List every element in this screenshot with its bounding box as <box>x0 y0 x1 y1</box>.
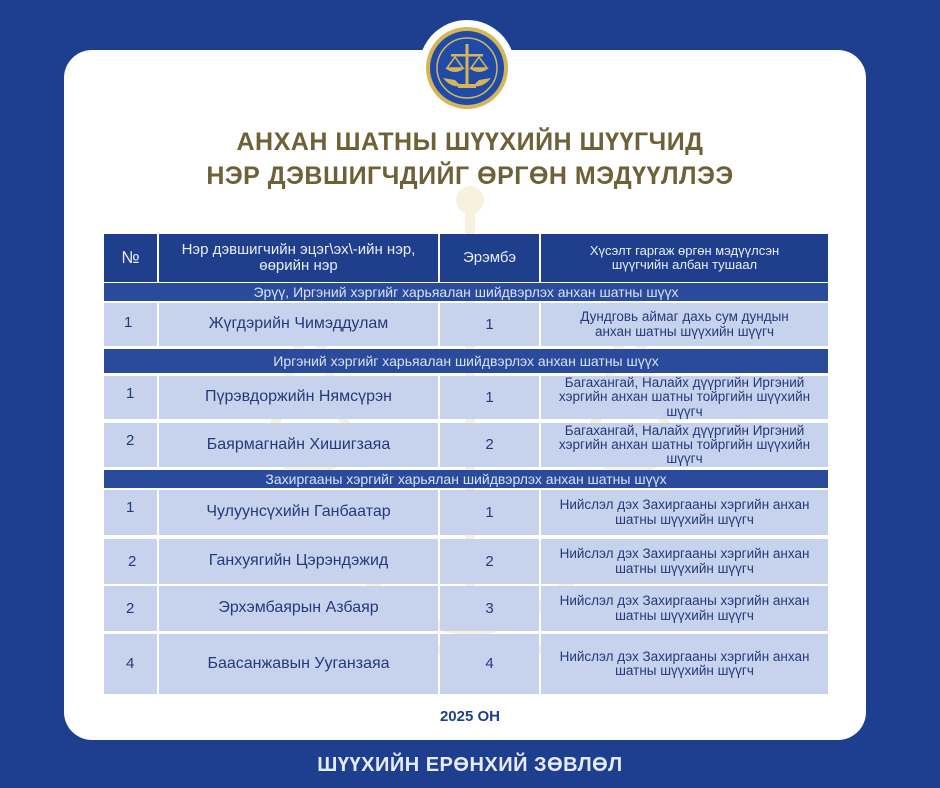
table-row-number: 1 <box>104 376 157 419</box>
table-row-number: 1 <box>104 303 157 346</box>
table-row-name: Чулуунсүхийн Ганбаатар <box>159 490 438 535</box>
table-row-position: Нийслэл дэх Захиргааны хэргийн анхан шатны шүүхийн шүүгч <box>541 539 828 584</box>
table-row-number: 1 <box>104 490 157 535</box>
table-row-position: Нийслэл дэх Захиргааны хэргийн анхан шатны шүүхийн шүүгч <box>541 490 828 535</box>
page-title-line-1: АНХАН ШАТНЫ ШҮҮХИЙН ШҮҮГЧИД <box>236 128 704 156</box>
table-row-rank: 1 <box>440 303 539 346</box>
table-row-number: 2 <box>104 586 157 631</box>
table-row-rank: 1 <box>440 376 539 419</box>
table-row-number: 2 <box>104 423 157 467</box>
section-title-civil: Иргэний хэргийг харьяалан шийдвэрлэх анхан шатны шүүх <box>104 349 828 373</box>
page-title-line-2: НЭР ДЭВШИГЧДИЙГ ӨРГӨН МЭДҮҮЛЛЭЭ <box>206 162 734 190</box>
organization-name: ШҮҮХИЙН ЕРӨНХИЙ ЗӨВЛӨЛ <box>317 754 623 776</box>
table-row-rank: 3 <box>440 586 539 631</box>
table-row-name: Жүгдэрийн Чимэддулам <box>159 303 438 346</box>
header-rank: Эрэмбэ <box>440 234 539 282</box>
header-position: Хүсэлт гаргаж өргөн мэдүүлсэн шүүгчийн албан тушаал <box>541 234 828 282</box>
table-row-name: Эрхэмбаярын Азбаяр <box>159 586 438 631</box>
header-name: Нэр дэвшигчийн эцэг\эх\-ийн нэр, өөрийн нэр <box>159 234 438 282</box>
section-title-criminal-civil: Эрүү, Иргэний хэргийг харьяалан шийдвэрлэх анхан шатны шүүх <box>104 283 828 301</box>
table-row-name: Баярмагнайн Хишигзаяа <box>159 423 438 467</box>
section-title-administrative: Захиргааны хэргийг харьялан шийдвэрлэх анхан шатны шүүх <box>104 470 828 488</box>
table-row-rank: 4 <box>440 634 539 694</box>
table-row-position: Багахангай, Налайх дүүргийн Иргэний хэргийн анхан шатны тойргийн шүүхийн шүүгч <box>541 376 828 419</box>
year-label: 2025 ОН <box>439 708 501 725</box>
table-row-name: Пүрэвдоржийн Нямсүрэн <box>159 376 438 419</box>
judicial-council-emblem-icon <box>425 26 509 110</box>
header-number: № <box>104 234 157 282</box>
table-row-rank: 1 <box>440 490 539 535</box>
table-row-number: 4 <box>104 634 157 694</box>
table-row-rank: 2 <box>440 423 539 467</box>
table-row-name: Баасанжавын Ууганзаяа <box>159 634 438 694</box>
table-row-position: Нийслэл дэх Захиргааны хэргийн анхан шатны шүүхийн шүүгч <box>541 586 828 631</box>
table-row-position: Нийслэл дэх Захиргааны хэргийн анхан шатны шүүхийн шүүгч <box>541 634 828 694</box>
table-row-position: Багахангай, Налайх дүүргийн Иргэний хэргийн анхан шатны тойргийн шүүхийн шүүгч <box>541 423 828 467</box>
table-row-position: Дундговь аймаг дахь сум дундын анхан шатны шүүхийн шүүгч <box>541 303 828 346</box>
table-row-rank: 2 <box>440 539 539 584</box>
table-row-number: 2 <box>104 539 157 584</box>
table-row-name: Ганхуягийн Цэрэндэжид <box>159 539 438 584</box>
